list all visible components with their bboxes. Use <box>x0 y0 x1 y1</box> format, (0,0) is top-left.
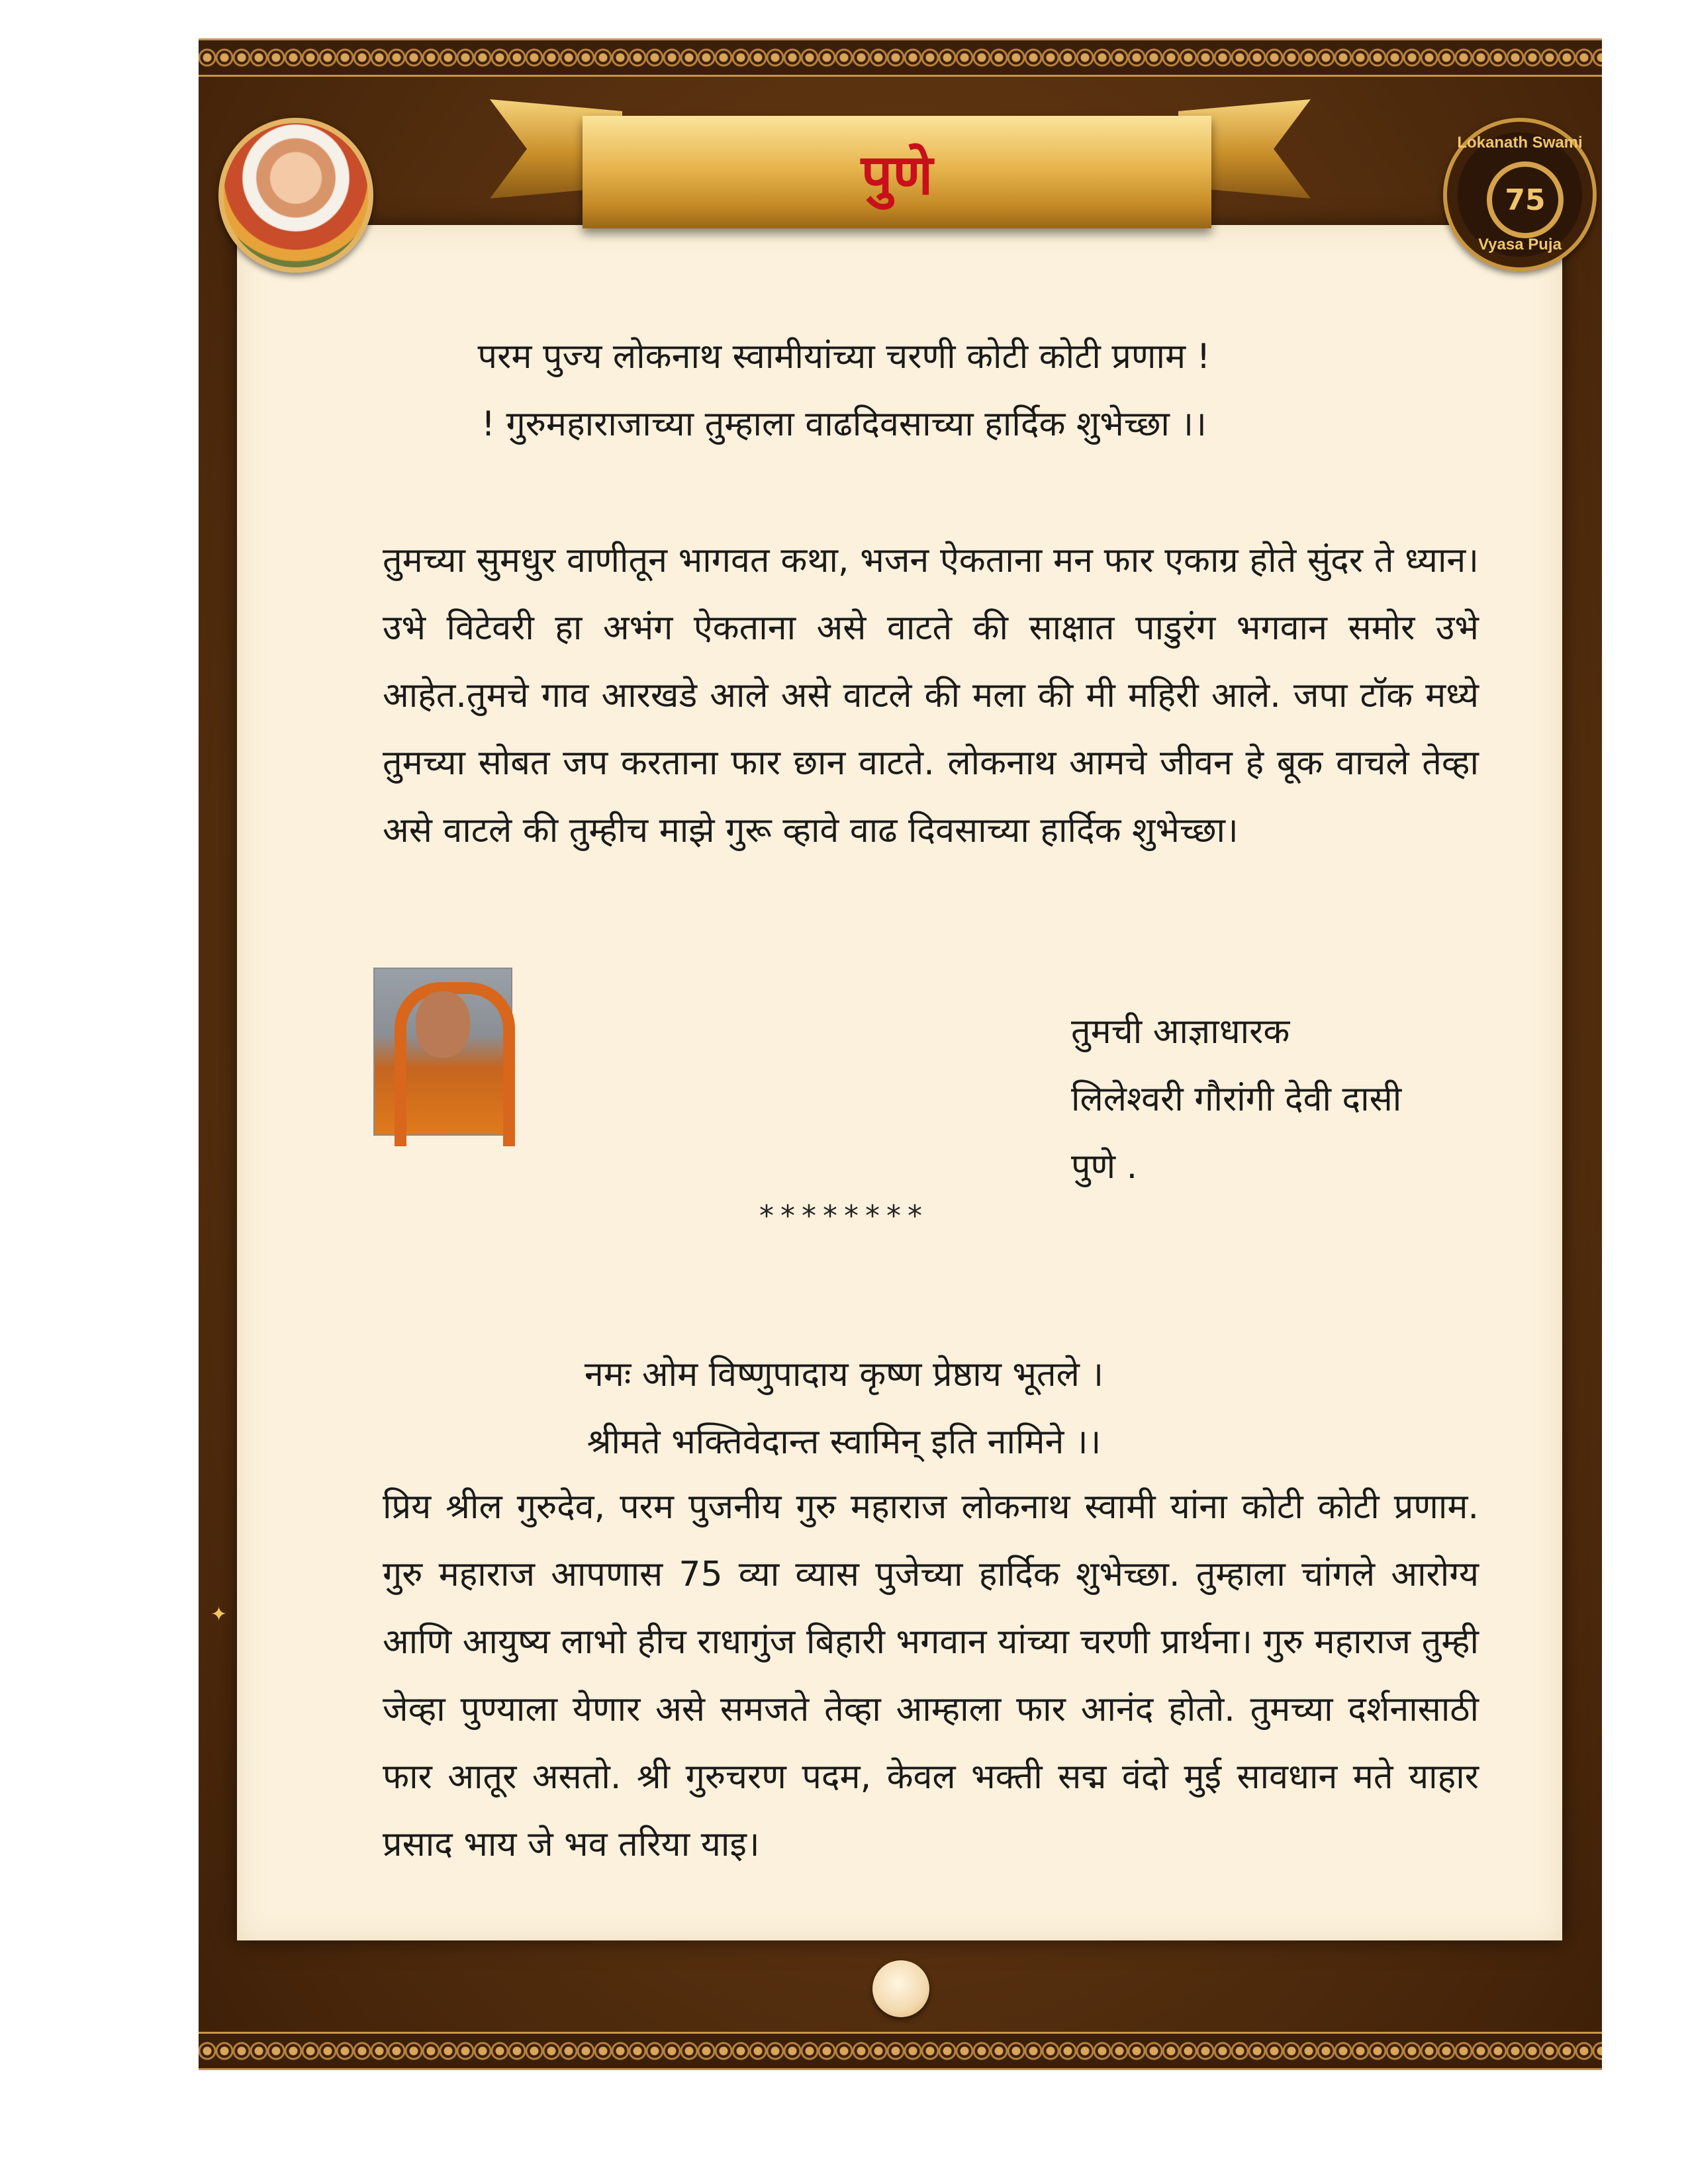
photo-face-shape <box>416 991 470 1058</box>
badge-ring <box>1487 161 1564 238</box>
ornamental-border-bottom <box>199 2032 1602 2070</box>
letter-2-body: प्रिय श्रील गुरुदेव, परम पुजनीय गुरु महाराज लोकनाथ स्वामी यांना कोटी कोटी प्रणाम. गुरु महाराज आपणास 75 व्या व्यास पुजेच्या हार्दिक शुभेच्छा. तुम्हाला चांगले आरोग्य आणि आयुष्य लाभो हीच राधागुंज बिहारी भगवान यांच्या चरणी प्रार्थना। गुरु महाराज तुम्ही जेव्हा पुण्याला येणार असे समजते तेव्हा आम्हाला फार आनंद होतो. तुमच्या दर्शनासाठी फार आतूर असतो. श्री गुरुचरण पदम, केवल भक्ती सद्म वंदो मुई सावधान मते याहार प्रसाद भाय जे भव तरिया याइ। <box>383 1487 1479 1864</box>
guru-portrait-image <box>218 118 373 273</box>
badge-number: 75 <box>1505 183 1546 217</box>
badge-bottom-text: Vyasa Puja <box>1478 236 1562 253</box>
sparkle-icon: ✦ <box>211 1603 228 1626</box>
greeting-line-1: परम पुज्य लोकनाथ स्वामीयांच्या चरणी कोटी कोटी प्रणाम ! <box>477 337 1211 377</box>
signature-city: पुणे . <box>1071 1147 1138 1187</box>
badge-top-text: Lokanath Swami <box>1457 134 1583 152</box>
signature-closing: तुमची आज्ञाधारक <box>1071 1012 1290 1052</box>
greeting-line-2: ! गुरुमहाराजाच्या तुम्हाला वाढदिवसाच्या हार्दिक शुभेच्छा ।। <box>481 404 1207 444</box>
vyasa-puja-badge <box>1443 118 1597 271</box>
mantra-line-2: श्रीमते भक्तिवेदान्त स्वामिन् इति नामिने ।। <box>586 1422 1102 1462</box>
mantra-line-1: नमः ओम विष्णुपादाय कृष्ण प्रेष्ठाय भूतले । <box>584 1355 1104 1394</box>
bottom-knob-ornament <box>872 1960 929 2017</box>
devotee-photo-image <box>373 968 512 1136</box>
ornamental-border-top <box>199 38 1602 77</box>
letter-1-body: तुमच्या सुमधुर वाणीतून भागवत कथा, भजन ऐकताना मन फार एकाग्र होते सुंदर ते ध्यान। उभे विटेवरी हा अभंग ऐकताना असे वाटते की साक्षात पाडुरंग भगवान समोर उभे आहेत.तुमचे गाव आरखडे आले असे वाटले की मला की मी महिरी आले. जपा टॉक मध्ये तुमच्या सोबत जप करताना फार छान वाटते. लोकनाथ आमचे जीवन हे बूक वाचले तेव्हा असे वाटले की तुम्हीच माझे गुरू व्हावे वाढ दिवसाच्या हार्दिक शुभेच्छा। <box>383 541 1479 850</box>
page-title: पुणे <box>861 141 933 207</box>
title-ribbon <box>583 116 1211 228</box>
section-separator: ******** <box>759 1199 929 1233</box>
signature-name: लिलेश्वरी गौरांगी देवी दासी <box>1071 1079 1402 1119</box>
